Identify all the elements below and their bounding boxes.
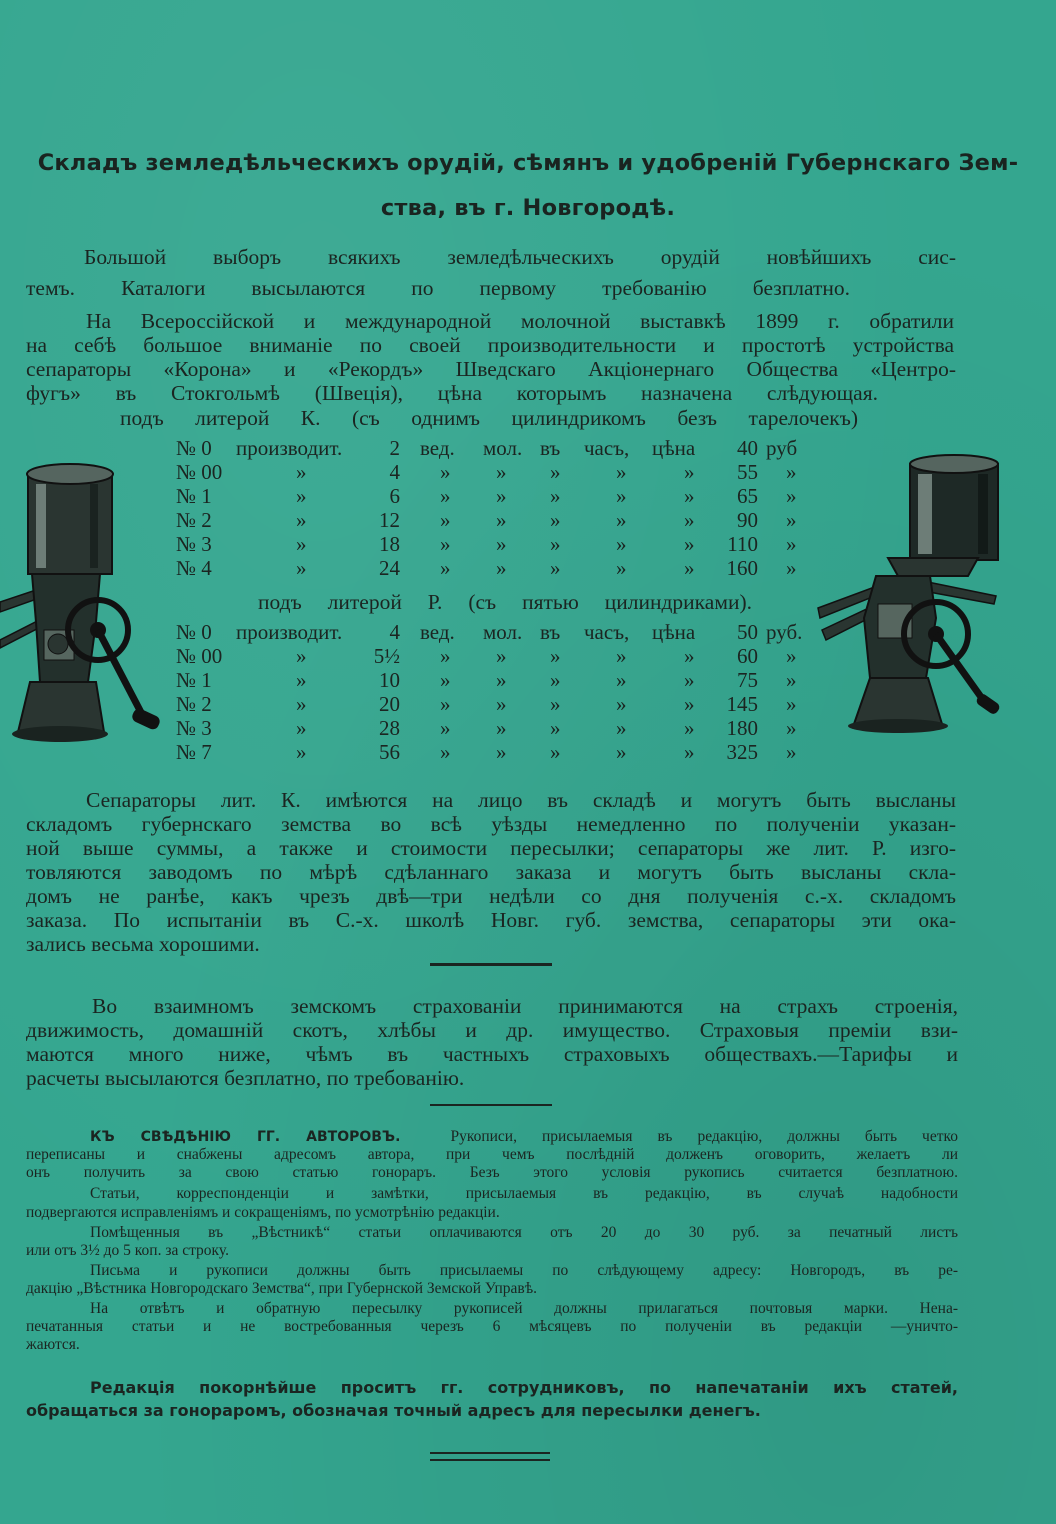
table-k-cell-b: »	[440, 532, 451, 556]
exhibition-line-3: сепараторы «Корона» и «Рекордъ» Шведскаго Акціонернаго Общества «Центро-	[26, 357, 956, 381]
table-k-cell-a: »	[296, 508, 307, 532]
authors-line-4: Статьи, корреспонденціи и замѣтки, присылаемыя въ редакцію, въ случаѣ надобности	[90, 1185, 958, 1202]
table-r-cell-a: »	[296, 692, 307, 716]
table-r-cell-a: »	[296, 644, 307, 668]
table-k-cell-no: № 00	[176, 460, 223, 484]
divider	[430, 963, 552, 966]
table-k-cell-amount: 18	[379, 532, 400, 556]
table-r-cell-c: »	[496, 716, 507, 740]
authors-line-3: онъ получить за свою статью гонораръ. Безъ этого условія рукопись считается безплатною.	[26, 1164, 958, 1181]
table-r-cell-a: производит.	[236, 620, 343, 644]
table-r-cell-e: часъ,	[584, 620, 630, 644]
table-k-cell-no: № 1	[176, 484, 212, 508]
table-r-cell-e: »	[616, 692, 627, 716]
authors-line-5: подвергаются исправленіямъ и сокращеніямъ, по усмотрѣнію редакціи.	[26, 1204, 500, 1221]
authors-line-7: или отъ 3½ до 5 коп. за строку.	[26, 1242, 229, 1259]
table-k-cell-f: »	[684, 484, 695, 508]
table-r-cell-no: № 2	[176, 692, 212, 716]
authors-line-8: Письма и рукописи должны быть присылаемы по слѣдующему адресу: Новгородъ, въ ре-	[90, 1262, 958, 1279]
table-k-cell-a: »	[296, 556, 307, 580]
note-line-5: домъ не ранѣе, какъ чрезъ двѣ—три недѣли со дня полученія с.-х. складомъ	[26, 884, 956, 908]
table-r-cell-d: »	[550, 668, 561, 692]
authors-lead: КЪ СВѢДѢНІЮ ГГ. АВТОРОВЪ.	[90, 1129, 401, 1145]
table-r-cell-price: 180	[726, 716, 758, 740]
table-r-cell-e: »	[616, 668, 627, 692]
table-r-cell-amount: 56	[379, 740, 400, 764]
exhibition-line-1: На Всероссійской и международной молочной выставкѣ 1899 г. обратили	[86, 309, 954, 333]
table-r-cell-no: № 7	[176, 740, 212, 764]
table-r-cell-e: »	[616, 716, 627, 740]
table-r-cell-cur: »	[786, 740, 797, 764]
table-r-cell-c: »	[496, 668, 507, 692]
divider	[430, 1452, 550, 1454]
table-k-cell-price: 65	[737, 484, 758, 508]
table-r-cell-f: »	[684, 692, 695, 716]
table-k-cell-no: № 0	[176, 436, 212, 460]
table-r-cell-amount: 4	[389, 620, 400, 644]
table-r-cell-amount: 10	[379, 668, 400, 692]
table-k-cell-f: цѣна	[652, 436, 696, 460]
authors-line-11: печатанныя статьи и не востребованныя черезъ 6 мѣсяцевъ по полученіи въ редакціи —уничто-	[26, 1318, 958, 1335]
table-k-cell-e: »	[616, 460, 627, 484]
table-r-cell-b: »	[440, 644, 451, 668]
note-line-2: складомъ губернскаго земства во всѣ уѣзды немедленно по полученіи указан-	[26, 812, 956, 836]
table-k-cell-a: »	[296, 460, 307, 484]
table-r-cell-e: »	[616, 644, 627, 668]
table-k-cell-a: »	[296, 484, 307, 508]
table-k-cell-c: »	[496, 556, 507, 580]
table-r-cell-c: мол.	[483, 620, 523, 644]
note-line-7: зались весьма хорошими.	[26, 932, 260, 956]
table-k-cell-d: »	[550, 508, 561, 532]
table-r-cell-amount: 28	[379, 716, 400, 740]
table-k-cell-price: 110	[727, 532, 758, 556]
table-k-cell-e: »	[616, 556, 627, 580]
exhibition-line-2: на себѣ большое вниманіе по своей производительности и простотѣ устройства	[26, 333, 954, 357]
table-r-cell-no: № 1	[176, 668, 212, 692]
note-line-4: товляются заводомъ по мѣрѣ сдѣланнаго заказа и могутъ быть высланы скла-	[26, 860, 956, 884]
table-k-cell-d: »	[550, 460, 561, 484]
table-r-caption: подъ литерой Р. (съ пятью цилиндриками).	[258, 590, 752, 614]
table-r-cell-b: »	[440, 716, 451, 740]
table-k-cell-e: »	[616, 508, 627, 532]
table-k-cell-amount: 12	[379, 508, 400, 532]
table-r-cell-cur: »	[786, 716, 797, 740]
table-k-cell-d: въ	[540, 436, 561, 460]
table-r-cell-a: »	[296, 668, 307, 692]
separator-k-illustration	[0, 462, 170, 752]
table-r-cell-c: »	[496, 692, 507, 716]
table-k-cell-c: »	[496, 460, 507, 484]
table-k-cell-c: »	[496, 484, 507, 508]
table-r-cell-d: »	[550, 692, 561, 716]
table-k-cell-cur: руб	[766, 436, 798, 460]
table-r-cell-b: »	[440, 740, 451, 764]
table-k-cell-e: »	[616, 484, 627, 508]
table-r-cell-f: »	[684, 716, 695, 740]
table-r-cell-d: »	[550, 740, 561, 764]
table-r-cell-a: »	[296, 740, 307, 764]
table-k-cell-f: »	[684, 508, 695, 532]
closing-line-2: обращаться за гонораромъ, обозначая точный адресъ для пересылки денегъ.	[26, 1401, 761, 1420]
table-r-cell-no: № 3	[176, 716, 212, 740]
table-k-cell-e: »	[616, 532, 627, 556]
table-k-cell-cur: »	[786, 556, 797, 580]
table-r-cell-a: »	[296, 716, 307, 740]
table-r-cell-d: »	[550, 644, 561, 668]
table-k-cell-cur: »	[786, 532, 797, 556]
table-r-cell-f: »	[684, 644, 695, 668]
table-r-cell-b: вед.	[420, 620, 455, 644]
note-line-1: Сепараторы лит. К. имѣются на лицо въ складѣ и могутъ быть высланы	[86, 788, 956, 812]
heading-line-2: ства, въ г. Новгородѣ.	[380, 195, 676, 221]
exhibition-line-4: фугъ» въ Стокгольмѣ (Швеція), цѣна которымъ назначена слѣдующая.	[26, 381, 878, 405]
authors-line-2: переписаны и снабжены адресомъ автора, при чемъ послѣдній долженъ оговорить, желаетъ ли	[26, 1146, 958, 1163]
table-r-cell-f: цѣна	[652, 620, 696, 644]
authors-line-1-text: Рукописи, присылаемыя въ редакцію, должны быть четко	[450, 1128, 959, 1145]
table-k-cell-no: № 4	[176, 556, 212, 580]
table-k-cell-amount: 6	[389, 484, 400, 508]
table-k-cell-f: »	[684, 460, 695, 484]
table-r-cell-price: 75	[737, 668, 758, 692]
table-r-cell-cur: »	[786, 692, 797, 716]
table-k-cell-b: »	[440, 484, 451, 508]
table-k-cell-a: производит.	[236, 436, 343, 460]
table-k-cell-d: »	[550, 484, 561, 508]
table-k-cell-f: »	[684, 532, 695, 556]
authors-line-10: На отвѣтъ и обратную пересылку рукописей должны прилагаться почтовыя марки. Нена-	[90, 1300, 958, 1317]
note-line-6: заказа. По испытаніи въ С.-х. школѣ Новг. губ. земства, сепараторы эти ока-	[26, 908, 956, 932]
table-k-cell-amount: 4	[389, 460, 400, 484]
table-r-cell-f: »	[684, 740, 695, 764]
heading-line-1: Складъ земледѣльческихъ орудій, сѣмянъ и удобреній Губернскаго Зем-	[37, 150, 1019, 176]
table-r-cell-f: »	[684, 668, 695, 692]
insurance-line-3: маются много ниже, чѣмъ въ частныхъ страховыхъ обществахъ.—Тарифы и	[26, 1042, 958, 1066]
table-r-cell-c: »	[496, 740, 507, 764]
table-r-cell-price: 325	[726, 740, 758, 764]
insurance-line-1: Во взаимномъ земскомъ страхованіи принимаются на страхъ строенія,	[92, 994, 958, 1018]
table-k-cell-price: 160	[726, 556, 758, 580]
table-k-cell-c: »	[496, 508, 507, 532]
table-k-cell-amount: 24	[379, 556, 400, 580]
table-r-cell-d: »	[550, 716, 561, 740]
table-r-cell-c: »	[496, 644, 507, 668]
table-r-cell-amount: 20	[379, 692, 400, 716]
authors-line-6: Помѣщенныя въ „Вѣстникѣ“ статьи оплачиваются отъ 20 до 30 руб. за печатный листъ	[90, 1224, 958, 1241]
authors-line-9: дакцію „Вѣстника Новгородскаго Земства“, при Губернской Земской Управѣ.	[26, 1280, 538, 1297]
insurance-line-4: расчеты высылаются безплатно, по требованію.	[26, 1066, 465, 1090]
table-k-cell-price: 40	[737, 436, 758, 460]
authors-line-1	[90, 1128, 958, 1146]
table-k-cell-b: вед.	[420, 436, 455, 460]
table-k-cell-price: 90	[737, 508, 758, 532]
table-r-cell-price: 60	[737, 644, 758, 668]
table-k-cell-d: »	[550, 556, 561, 580]
table-k-caption: подъ литерой К. (съ однимъ цилиндрикомъ безъ тарелочекъ)	[120, 406, 858, 430]
table-k-cell-b: »	[440, 508, 451, 532]
table-k-cell-amount: 2	[389, 436, 400, 460]
table-k-cell-no: № 3	[176, 532, 212, 556]
table-k-cell-cur: »	[786, 460, 797, 484]
table-k-cell-no: № 2	[176, 508, 212, 532]
table-r-cell-no: № 00	[176, 644, 223, 668]
table-k-cell-a: »	[296, 532, 307, 556]
table-r-cell-cur: руб.	[766, 620, 803, 644]
intro-line-1: Большой выборъ всякихъ земледѣльческихъ орудій новѣйшихъ сис-	[84, 245, 956, 269]
table-r-cell-price: 145	[726, 692, 758, 716]
insurance-line-2: движимость, домашній скотъ, хлѣбы и др. имущество. Страховыя преміи взи-	[26, 1018, 958, 1042]
table-k-cell-c: мол.	[483, 436, 523, 460]
table-k-cell-f: »	[684, 556, 695, 580]
table-r-cell-amount: 5½	[373, 644, 400, 668]
table-r-cell-b: »	[440, 668, 451, 692]
table-r-cell-price: 50	[737, 620, 758, 644]
table-r-cell-no: № 0	[176, 620, 212, 644]
table-k-cell-b: »	[440, 460, 451, 484]
table-k-cell-d: »	[550, 532, 561, 556]
table-r-cell-cur: »	[786, 668, 797, 692]
intro-line-2: темъ. Каталоги высылаются по первому требованію безплатно.	[26, 276, 850, 300]
table-k-cell-e: часъ,	[584, 436, 630, 460]
divider	[430, 1104, 552, 1106]
note-line-3: ной выше суммы, а также и стоимости пересылки; сепараторы же лит. Р. изго-	[26, 836, 956, 860]
table-r-cell-cur: »	[786, 644, 797, 668]
table-r-cell-d: въ	[540, 620, 561, 644]
separator-r-illustration	[818, 458, 998, 738]
authors-line-12: жаются.	[26, 1336, 80, 1353]
table-r-cell-e: »	[616, 740, 627, 764]
table-k-cell-cur: »	[786, 484, 797, 508]
divider	[430, 1459, 550, 1461]
table-k-cell-c: »	[496, 532, 507, 556]
table-k-cell-b: »	[440, 556, 451, 580]
closing-line-1: Редакція покорнѣйше проситъ гг. сотрудниковъ, по напечатаніи ихъ статей,	[90, 1378, 958, 1397]
table-r-cell-b: »	[440, 692, 451, 716]
table-k-cell-price: 55	[737, 460, 758, 484]
table-k-cell-cur: »	[786, 508, 797, 532]
